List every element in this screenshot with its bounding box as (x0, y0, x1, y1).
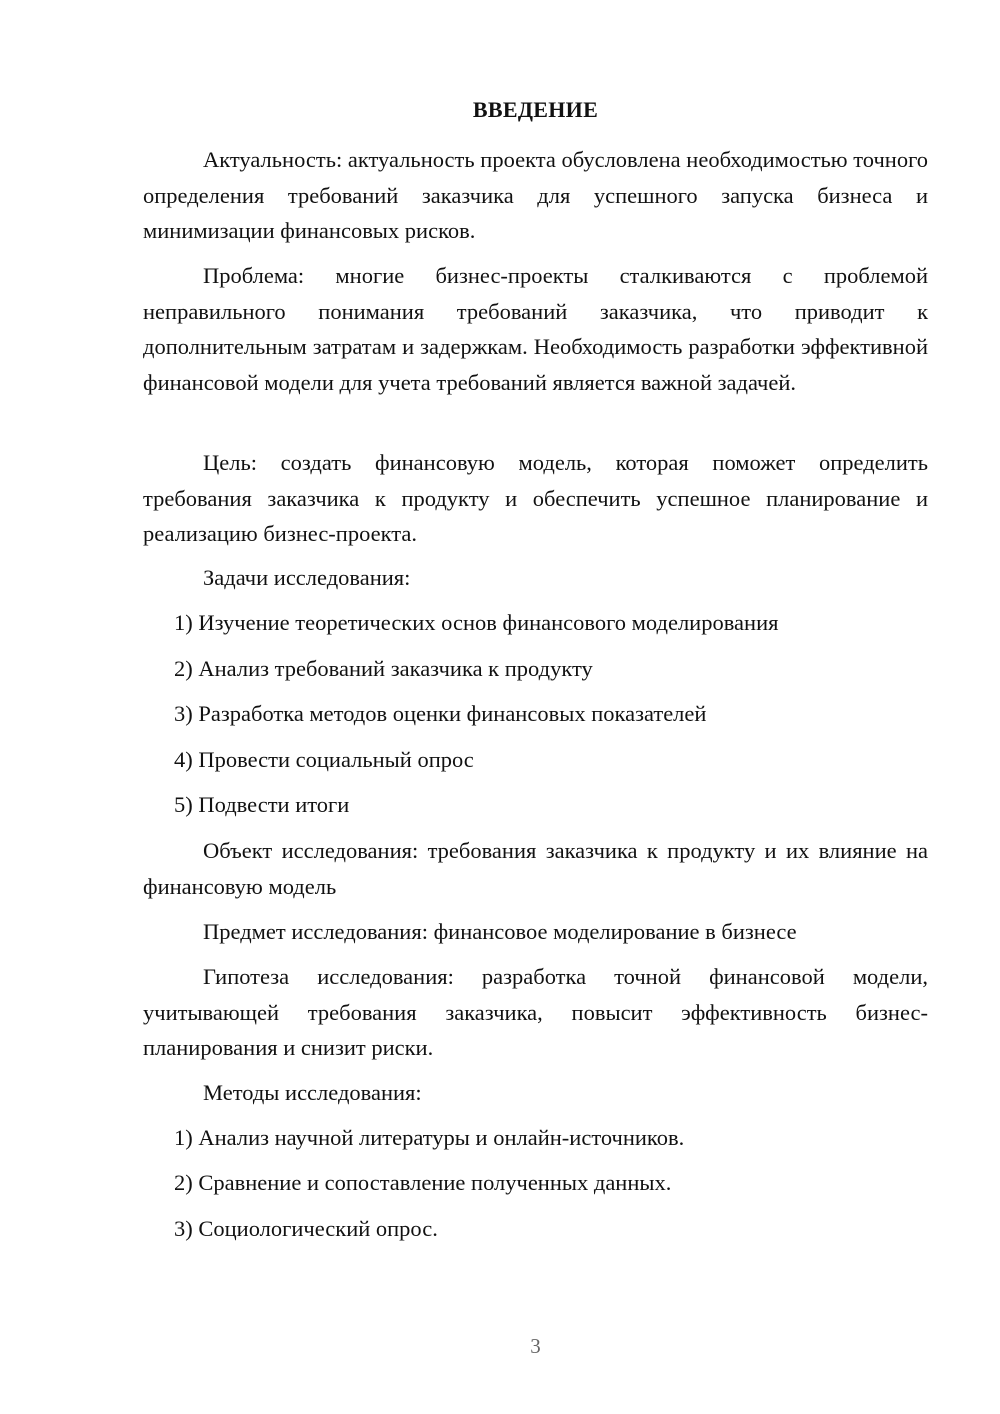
page-title: ВВЕДЕНИЕ (472, 97, 599, 122)
task-item: 2) Анализ требований заказчика к продукту (174, 656, 593, 681)
method-item: 3) Социологический опрос. (174, 1216, 438, 1241)
page-number: 3 (530, 1334, 541, 1358)
task-item: 1) Изучение теоретических основ финансового моделирования (174, 610, 779, 635)
hypothesis-paragraph: Гипотеза исследования: разработка точной финансовой модели, учитывающей требования заказчика, повысит эффективность бизнес-планирования и снизит риски. (143, 964, 928, 1060)
method-item: 1) Анализ научной литературы и онлайн-источников. (174, 1125, 685, 1150)
object-paragraph: Объект исследования: требования заказчика к продукту и их влияние на финансовую модель (143, 838, 928, 899)
task-item: 4) Провести социальный опрос (174, 747, 474, 772)
relevance-paragraph: Актуальность: актуальность проекта обусловлена необходимостью точного определения требований заказчика для успешного запуска бизнеса и минимизации финансовых рисков. (143, 147, 928, 243)
tasks-heading: Задачи исследования: (203, 565, 411, 590)
methods-heading: Методы исследования: (203, 1080, 422, 1105)
task-item: 3) Разработка методов оценки финансовых показателей (174, 701, 707, 726)
method-item: 2) Сравнение и сопоставление полученных данных. (174, 1170, 672, 1195)
goal-paragraph: Цель: создать финансовую модель, которая поможет определить требования заказчика к продукту и обеспечить успешное планирование и реализацию бизнес-проекта. (143, 450, 928, 546)
subject-paragraph: Предмет исследования: финансовое моделирование в бизнесе (203, 919, 797, 944)
document-page (143, 0, 928, 1414)
task-item: 5) Подвести итоги (174, 792, 350, 817)
problem-paragraph: Проблема: многие бизнес-проекты сталкиваются с проблемой неправильного понимания требований заказчика, что приводит к дополнительным затратам и задержкам. Необходимость разработки эффективной финансовой модели для учета требований является важной задачей. (143, 263, 928, 395)
